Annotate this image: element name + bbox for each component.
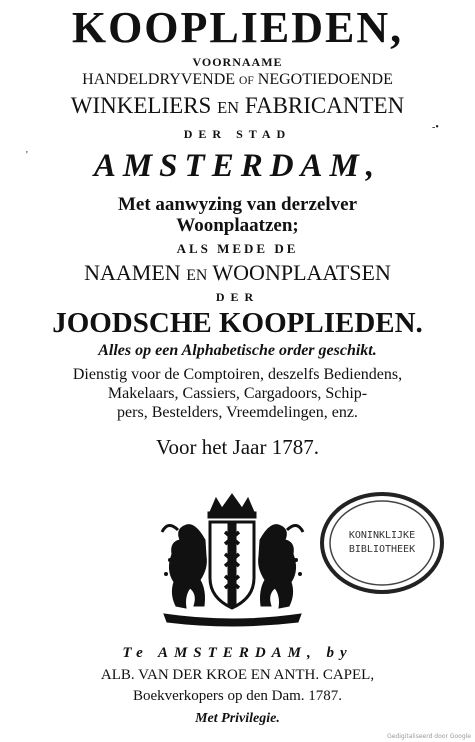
alphabetic-order-line: Alles op een Alphabetische order geschikt. (98, 342, 377, 359)
dienstig-line-3: pers, Bestelders, Vreemdelingen, enz. (117, 404, 358, 421)
winkel-word-a: WINKELIERS (70, 93, 212, 118)
stamp-line-2: BIBLIOTHEEK (348, 544, 416, 555)
handel-word-a: HANDELDRYVENDE (82, 71, 236, 88)
stamp-line-1: KONINKLIJKE (348, 530, 416, 541)
als-mede-de-line: ALS MEDE DE (176, 241, 299, 256)
stamp-oval-icon (318, 490, 446, 596)
imprint-place: Te AMSTERDAM, by (122, 645, 353, 661)
handel-word-of: OF (239, 75, 254, 87)
subtitle-winkel-line (0, 94, 475, 117)
city-name: AMSTERDAM, (93, 148, 382, 184)
naamen-line (0, 262, 475, 284)
subtitle-handel-line (0, 72, 475, 88)
naamen-word-b: WOONPLAATSEN (212, 260, 391, 285)
stray-dash: -• (432, 122, 439, 133)
met-aanwyzing-line: Met aanwyzing van derzelver (117, 194, 358, 215)
year-line: Voor het Jaar 1787. (156, 435, 319, 459)
dienstig-line-1: Dienstig voor de Comptoiren, deszelfs Bediendens, (72, 366, 403, 383)
library-stamp (318, 490, 446, 596)
subtitle-voornaame: VOORNAAME (192, 55, 283, 69)
imprint-privilege: Met Privilegie. (195, 711, 280, 726)
der-line: DER (215, 290, 260, 304)
naamen-word-en: EN (186, 267, 208, 284)
stray-mark: ' (26, 150, 28, 161)
woonplaatzen-line: Woonplaatzen; (176, 215, 299, 236)
handel-word-b: NEGOTIEDOENDE (257, 71, 393, 88)
winkel-word-en: EN (217, 98, 240, 117)
winkel-word-b: FABRICANTEN (244, 93, 405, 118)
joodsche-heading: JOODSCHE KOOPLIEDEN. (52, 307, 423, 339)
digitization-watermark: Gedigitaliseerd door Google (387, 733, 471, 740)
naamen-word-a: NAAMEN (84, 260, 181, 285)
imprint-printers: ALB. VAN DER KROE EN ANTH. CAPEL, (100, 667, 375, 683)
book-title: KOOPLIEDEN, (71, 3, 404, 52)
imprint-booksellers: Boekverkopers op den Dam. 1787. (132, 688, 343, 704)
der-stad-line: DER STAD (183, 127, 292, 141)
dienstig-line-2: Makelaars, Cassiers, Cargadoors, Schip- (107, 385, 368, 402)
amsterdam-coat-of-arms-icon (150, 490, 315, 630)
